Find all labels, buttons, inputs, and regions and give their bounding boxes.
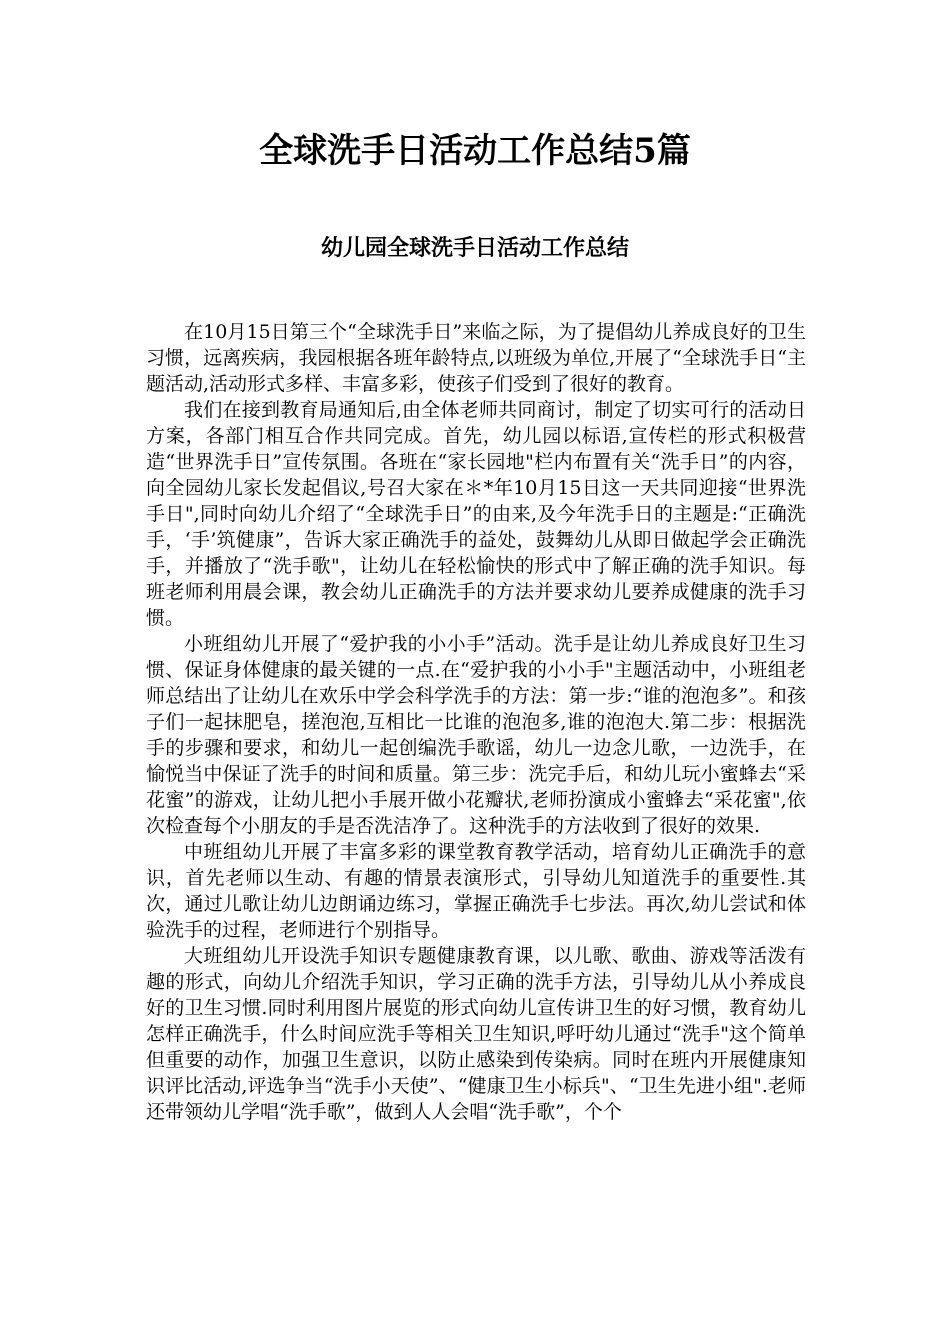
article-body	[146, 319, 806, 1249]
paragraph-2: 我们在接到教育局通知后,由全体老师共同商讨，制定了切实可行的活动日方案，各部门相互合作共同完成。首先，幼儿园以标语,宣传栏的形式积极营造“世界洗手日”宣传氛围。各班在“家长园地"栏内布置有关“洗手日”的内容，向全园幼儿家长发起倡议,号召大家在＊*年10月15日这一天共同迎接“世界洗手日",同时向幼儿介绍了“全球洗手日”的由来,及今年洗手日的主题是:“正确洗手，‘手’筑健康”，告诉大家正确洗手的益处，鼓舞幼儿从即日做起学会正确洗手，并播放了“洗手歌"，让幼儿在轻松愉快的形式中了解正确的洗手知识。每班老师利用晨会课，教会幼儿正确洗手的方法并要求幼儿要养成健康的洗手习惯。	[146, 399, 806, 629]
section-title: 幼儿园全球洗手日活动工作总结	[320, 235, 629, 261]
page-title: 全球洗手日活动工作总结5篇	[259, 131, 691, 171]
paragraph-3: 小班组幼儿开展了“爱护我的小小手”活动。洗手是让幼儿养成良好卫生习惯、保证身体健康的最关键的一点.在“爱护我的小小手"主题活动中，小班组老师总结出了让幼儿在欢乐中学会科学洗手的方法：第一步:“谁的泡泡多”。和孩子们一起抹肥皂，搓泡泡,互相比一比谁的泡泡多,谁的泡泡大.第二步：根据洗手的步骤和要求，和幼儿一起创编洗手歌谣，幼儿一边念儿歌，一边洗手，在愉悦当中保证了洗手的时间和质量。第三步：洗完手后，和幼儿玩小蜜蜂去“采花蜜”的游戏，让幼儿把小手展开做小花瓣状,老师扮演成小蜜蜂去“采花蜜",依次检查每个小朋友的手是否洗洁净了。这种洗手的方法收到了很好的效果.	[146, 633, 806, 837]
paragraph-1: 在10月15日第三个“全球洗手日”来临之际，为了提倡幼儿养成良好的卫生习惯，远离疾病，我园根据各班年龄特点,以班级为单位,开展了“全球洗手日“主题活动,活动形式多样、丰富多彩，使孩子们受到了很好的教育。	[146, 321, 806, 395]
paragraph-5: 大班组幼儿开设洗手知识专题健康教育课，以儿歌、歌曲、游戏等活泼有趣的形式，向幼儿介绍洗手知识，学习正确的洗手方法，引导幼儿从小养成良好的卫生习惯.同时利用图片展览的形式向幼儿宣传讲卫生的好习惯，教育幼儿怎样正确洗手，什么时间应洗手等相关卫生知识,呼吁幼儿通过“洗手"这个简单但重要的动作，加强卫生意识，以防止感染到传染病。同时在班内开展健康知识评比活动,评选争当“洗手小天使”、“健康卫生小标兵"、“卫生先进小组".老师还带领幼儿学唱“洗手歌”，做到人人会唱“洗手歌”，个个	[146, 945, 806, 1123]
paragraph-4: 中班组幼儿开展了丰富多彩的课堂教育教学活动，培育幼儿正确洗手的意识，首先老师以生动、有趣的情景表演形式，引导幼儿知道洗手的重要性.其次，通过儿歌让幼儿边朗诵边练习，掌握正确洗手七步法。再次,幼儿尝试和体验洗手的过程，老师进行个别指导。	[146, 841, 806, 941]
